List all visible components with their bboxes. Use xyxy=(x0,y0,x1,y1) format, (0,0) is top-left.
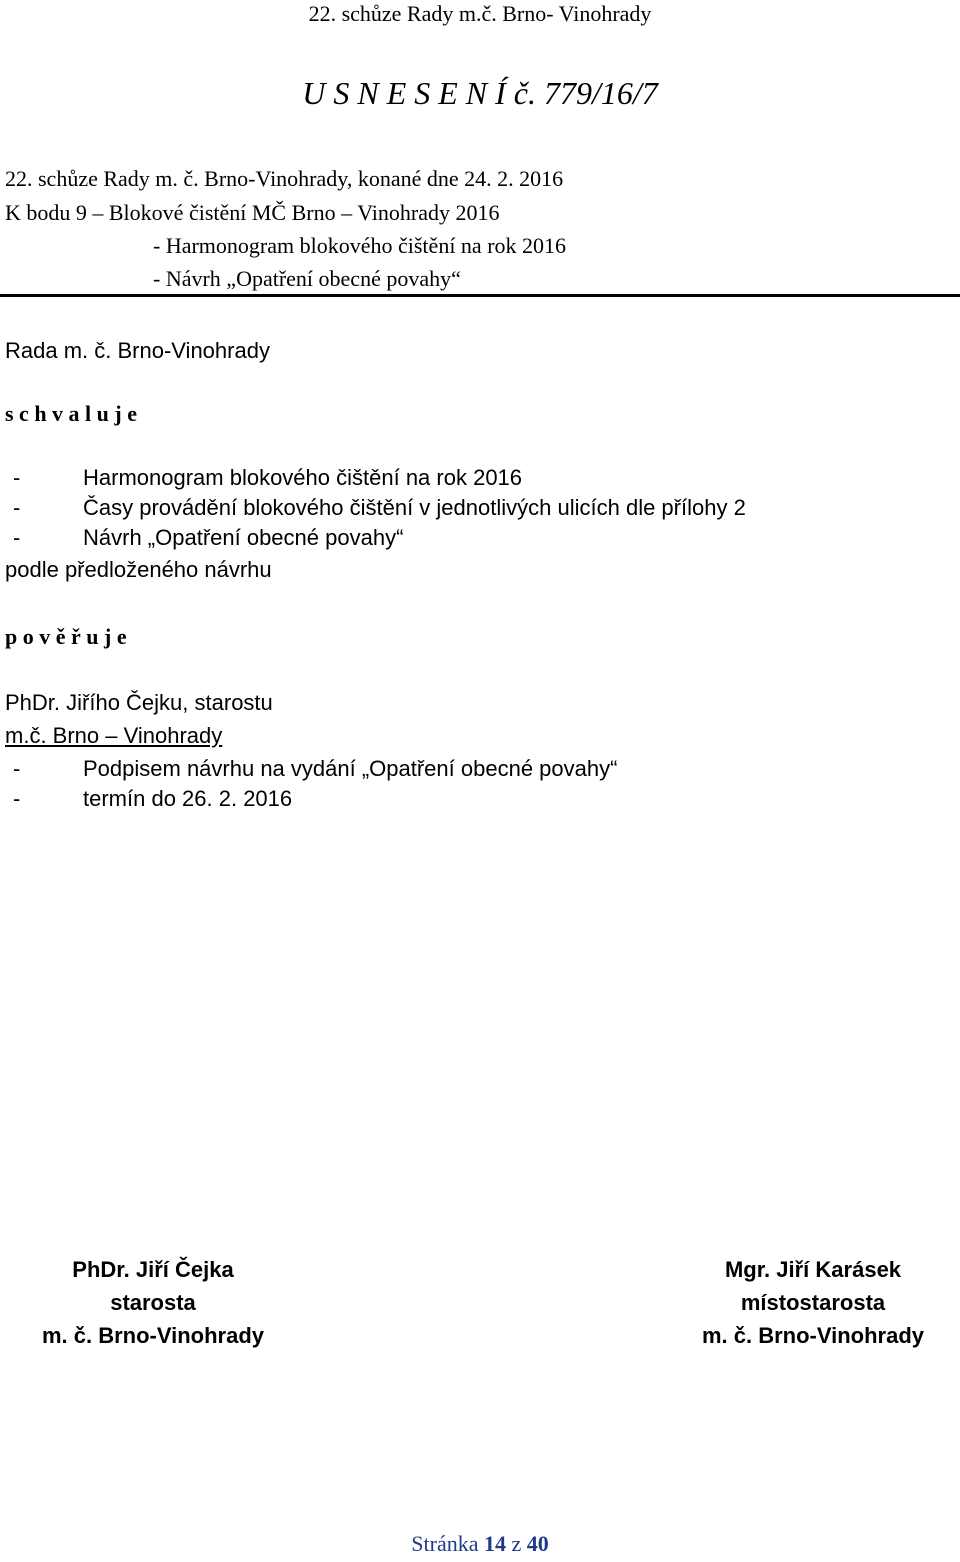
section-divider xyxy=(0,294,960,297)
delegate-org: m.č. Brno – Vinohrady xyxy=(5,723,223,748)
delegate-item-text: Podpisem návrhu na vydání „Opatření obecné povahy“ xyxy=(83,756,618,781)
signature-left xyxy=(3,1253,303,1352)
intro-meeting-date: 22. schůze Rady m. č. Brno-Vinohrady, konané dne 24. 2. 2016 xyxy=(5,166,564,191)
approves-item-text: Časy provádění blokového čištění v jednotlivých ulicích dle přílohy 2 xyxy=(83,495,746,520)
meeting-header: 22. schůze Rady m.č. Brno- Vinohrady xyxy=(308,1,652,26)
approves-footer: podle předloženého návrhu xyxy=(5,557,272,582)
approves-item-text: Harmonogram blokového čištění na rok 2016 xyxy=(83,465,523,490)
bullet-dash: - xyxy=(13,756,21,781)
intro-sub-item-1: - Harmonogram blokového čištění na rok 2016 xyxy=(153,233,567,258)
bullet-dash: - xyxy=(13,465,21,490)
page-of: z xyxy=(511,1531,522,1556)
page-current: 14 xyxy=(483,1531,506,1556)
page-footer xyxy=(0,1533,960,1555)
delegate-item-text: termín do 26. 2. 2016 xyxy=(83,786,293,811)
page-word: Stránka xyxy=(411,1531,479,1556)
signature-role: starosta xyxy=(110,1290,196,1315)
bullet-dash: - xyxy=(13,525,21,550)
approves-item-text: Návrh „Opatření obecné povahy“ xyxy=(83,525,404,550)
signature-role: místostarosta xyxy=(740,1290,886,1315)
delegate-name: PhDr. Jiřího Čejku, starostu xyxy=(5,690,273,715)
bullet-dash: - xyxy=(13,786,21,811)
intro-agenda-item: K bodu 9 – Blokové čistění MČ Brno – Vinohrady 2016 xyxy=(5,200,500,225)
bullet-dash: - xyxy=(13,495,21,520)
signature-org: m. č. Brno-Vinohrady xyxy=(41,1323,265,1348)
signature-name: PhDr. Jiří Čejka xyxy=(72,1257,234,1282)
council-name: Rada m. č. Brno-Vinohrady xyxy=(5,338,270,363)
resolution-title: U S N E S E N Í č. 779/16/7 xyxy=(302,75,658,111)
page-total: 40 xyxy=(526,1531,549,1556)
intro-sub-item-2: - Návrh „Opatření obecné povahy“ xyxy=(153,266,461,291)
signature-org: m. č. Brno-Vinohrady xyxy=(701,1323,925,1348)
approves-heading: s c h v a l u j e xyxy=(5,401,137,426)
delegates-heading: p o v ě ř u j e xyxy=(5,624,127,649)
signature-name: Mgr. Jiří Karásek xyxy=(724,1257,902,1282)
signature-right xyxy=(663,1253,960,1352)
